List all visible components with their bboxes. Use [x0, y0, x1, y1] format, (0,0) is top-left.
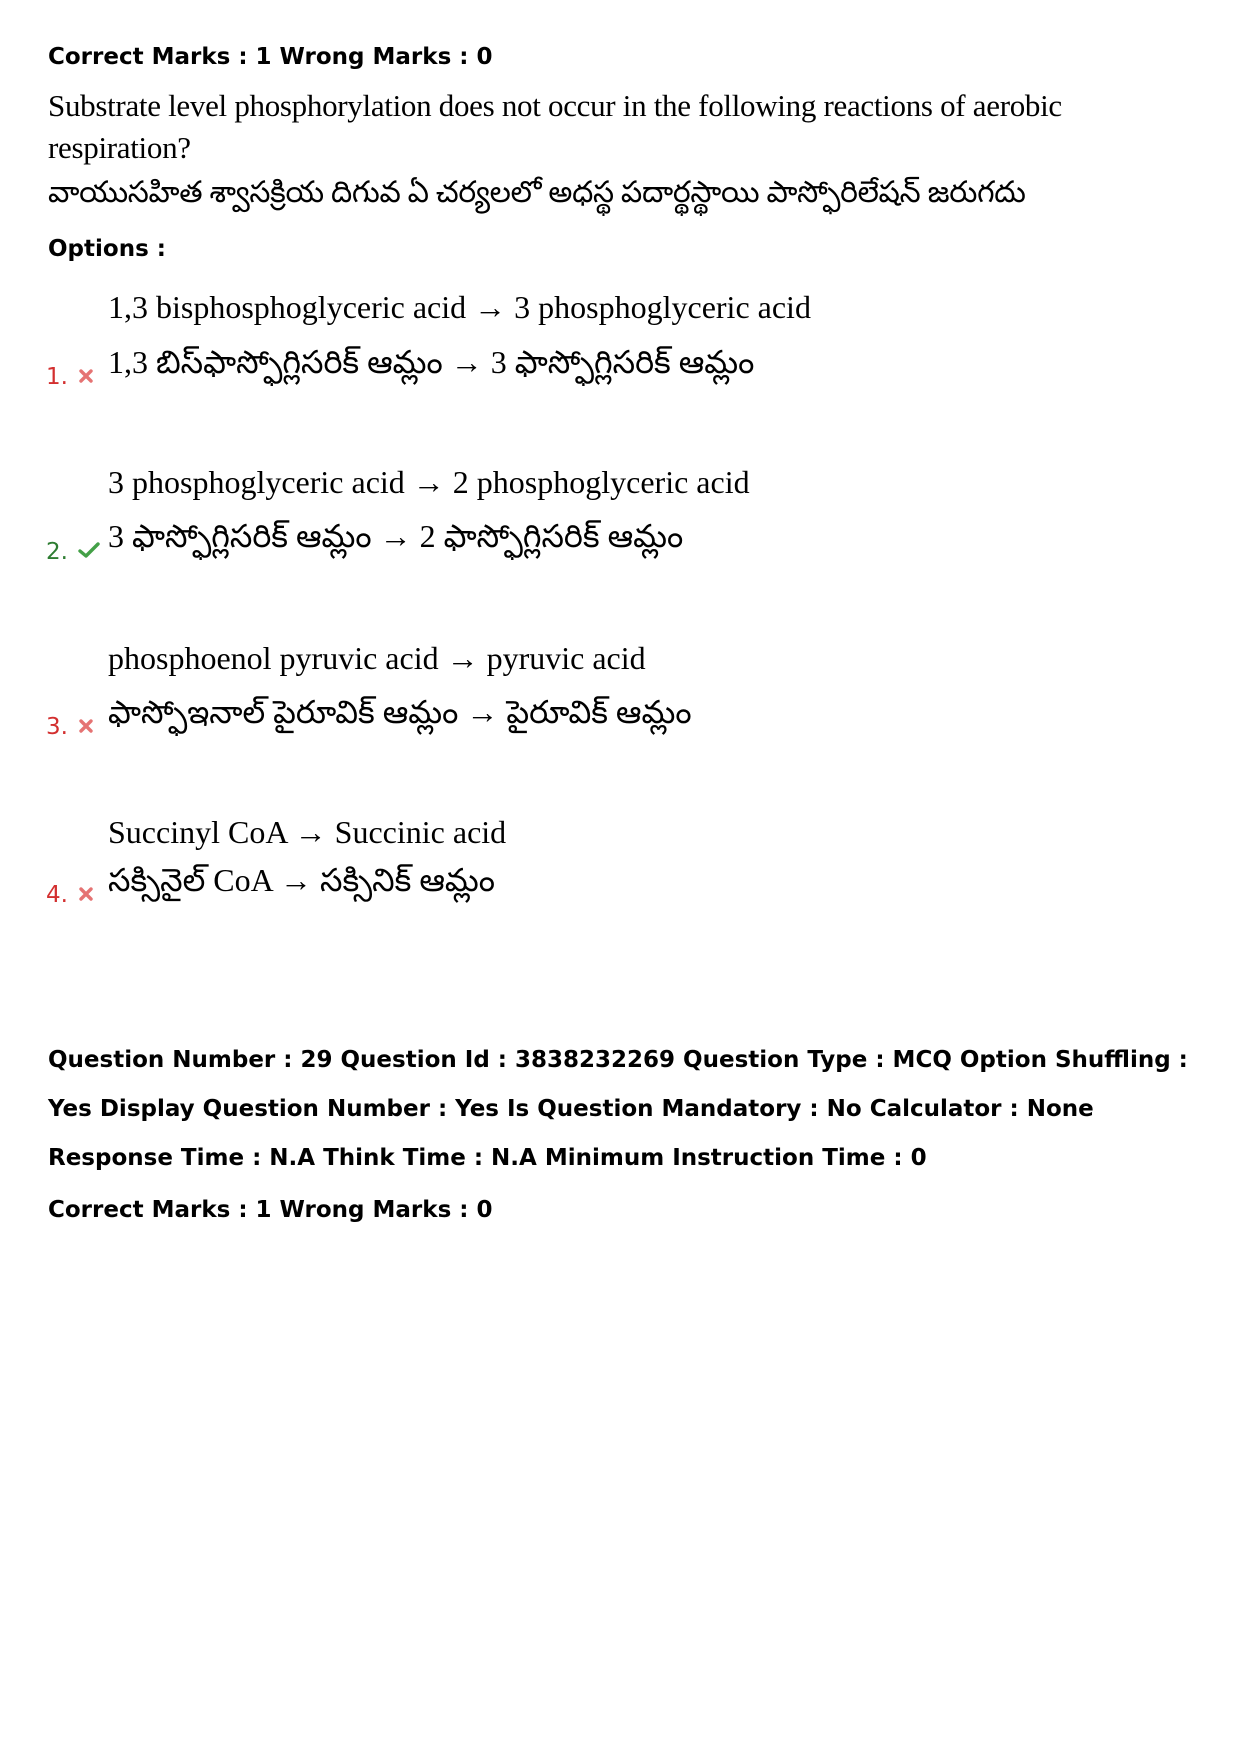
next-marks-line: Correct Marks : 1 Wrong Marks : 0 — [48, 1197, 493, 1223]
option-4-english: Succinyl CoA → Succinic acid — [108, 814, 507, 850]
question-text-telugu: వాయుసహిత శ్వాసక్రియ దిగువ ఏ చర్యలలో అధస్థ పదార్థస్థాయి పాస్ఫోరిలేషన్ జరుగదు — [48, 176, 1026, 209]
cross-icon — [78, 368, 94, 384]
option-4-telugu: సక్సినైల్ CoA → సక్సినిక్ ఆమ్లం — [108, 862, 495, 898]
option-3-number: 3. — [46, 714, 68, 740]
option-1-telugu: 1,3 బిస్‌ఫాస్ఫోగ్లిసరిక్ ఆమ్లం → 3 ఫాస్ఫోగ్లిసరిక్ ఆమ్లం — [108, 344, 755, 380]
option-2-number: 2. — [46, 539, 68, 565]
question-text-english-line1: Substrate level phosphorylation does not occur in the following reactions of aerobic — [48, 88, 1062, 123]
option-3-telugu: ఫాస్ఫోఇనాల్ పైరూవిక్ ఆమ్లం → పైరూవిక్ ఆమ్లం — [108, 694, 692, 730]
question-text-english-line2: respiration? — [48, 130, 191, 165]
cross-icon — [78, 886, 94, 902]
option-2-english: 3 phosphoglyceric acid → 2 phosphoglyceric acid — [108, 464, 750, 500]
option-4-number: 4. — [46, 882, 68, 908]
option-2-telugu: 3 ఫాస్ఫోగ్లిసరిక్ ఆమ్లం → 2 ఫాస్ఫోగ్లిసరిక్ ఆమ్లం — [108, 518, 684, 554]
question-meta: Question Number : 29 Question Id : 3838232269 Question Type : MCQ Option Shuffling : Yes Display Question Number : Yes Is Question Mandatory : No Calculator : None Response Time : N.A Think Time : N.A Minimum Instruction Time : 0 — [48, 1047, 1188, 1171]
cross-icon — [78, 718, 94, 734]
option-3-english: phosphoenol pyruvic acid → pyruvic acid — [108, 640, 646, 676]
marks-line: Correct Marks : 1 Wrong Marks : 0 — [48, 44, 493, 70]
option-1-number: 1. — [46, 364, 68, 390]
check-icon — [78, 542, 100, 558]
option-1-english: 1,3 bisphosphoglyceric acid → 3 phosphoglyceric acid — [108, 289, 811, 325]
options-label: Options : — [48, 236, 166, 262]
